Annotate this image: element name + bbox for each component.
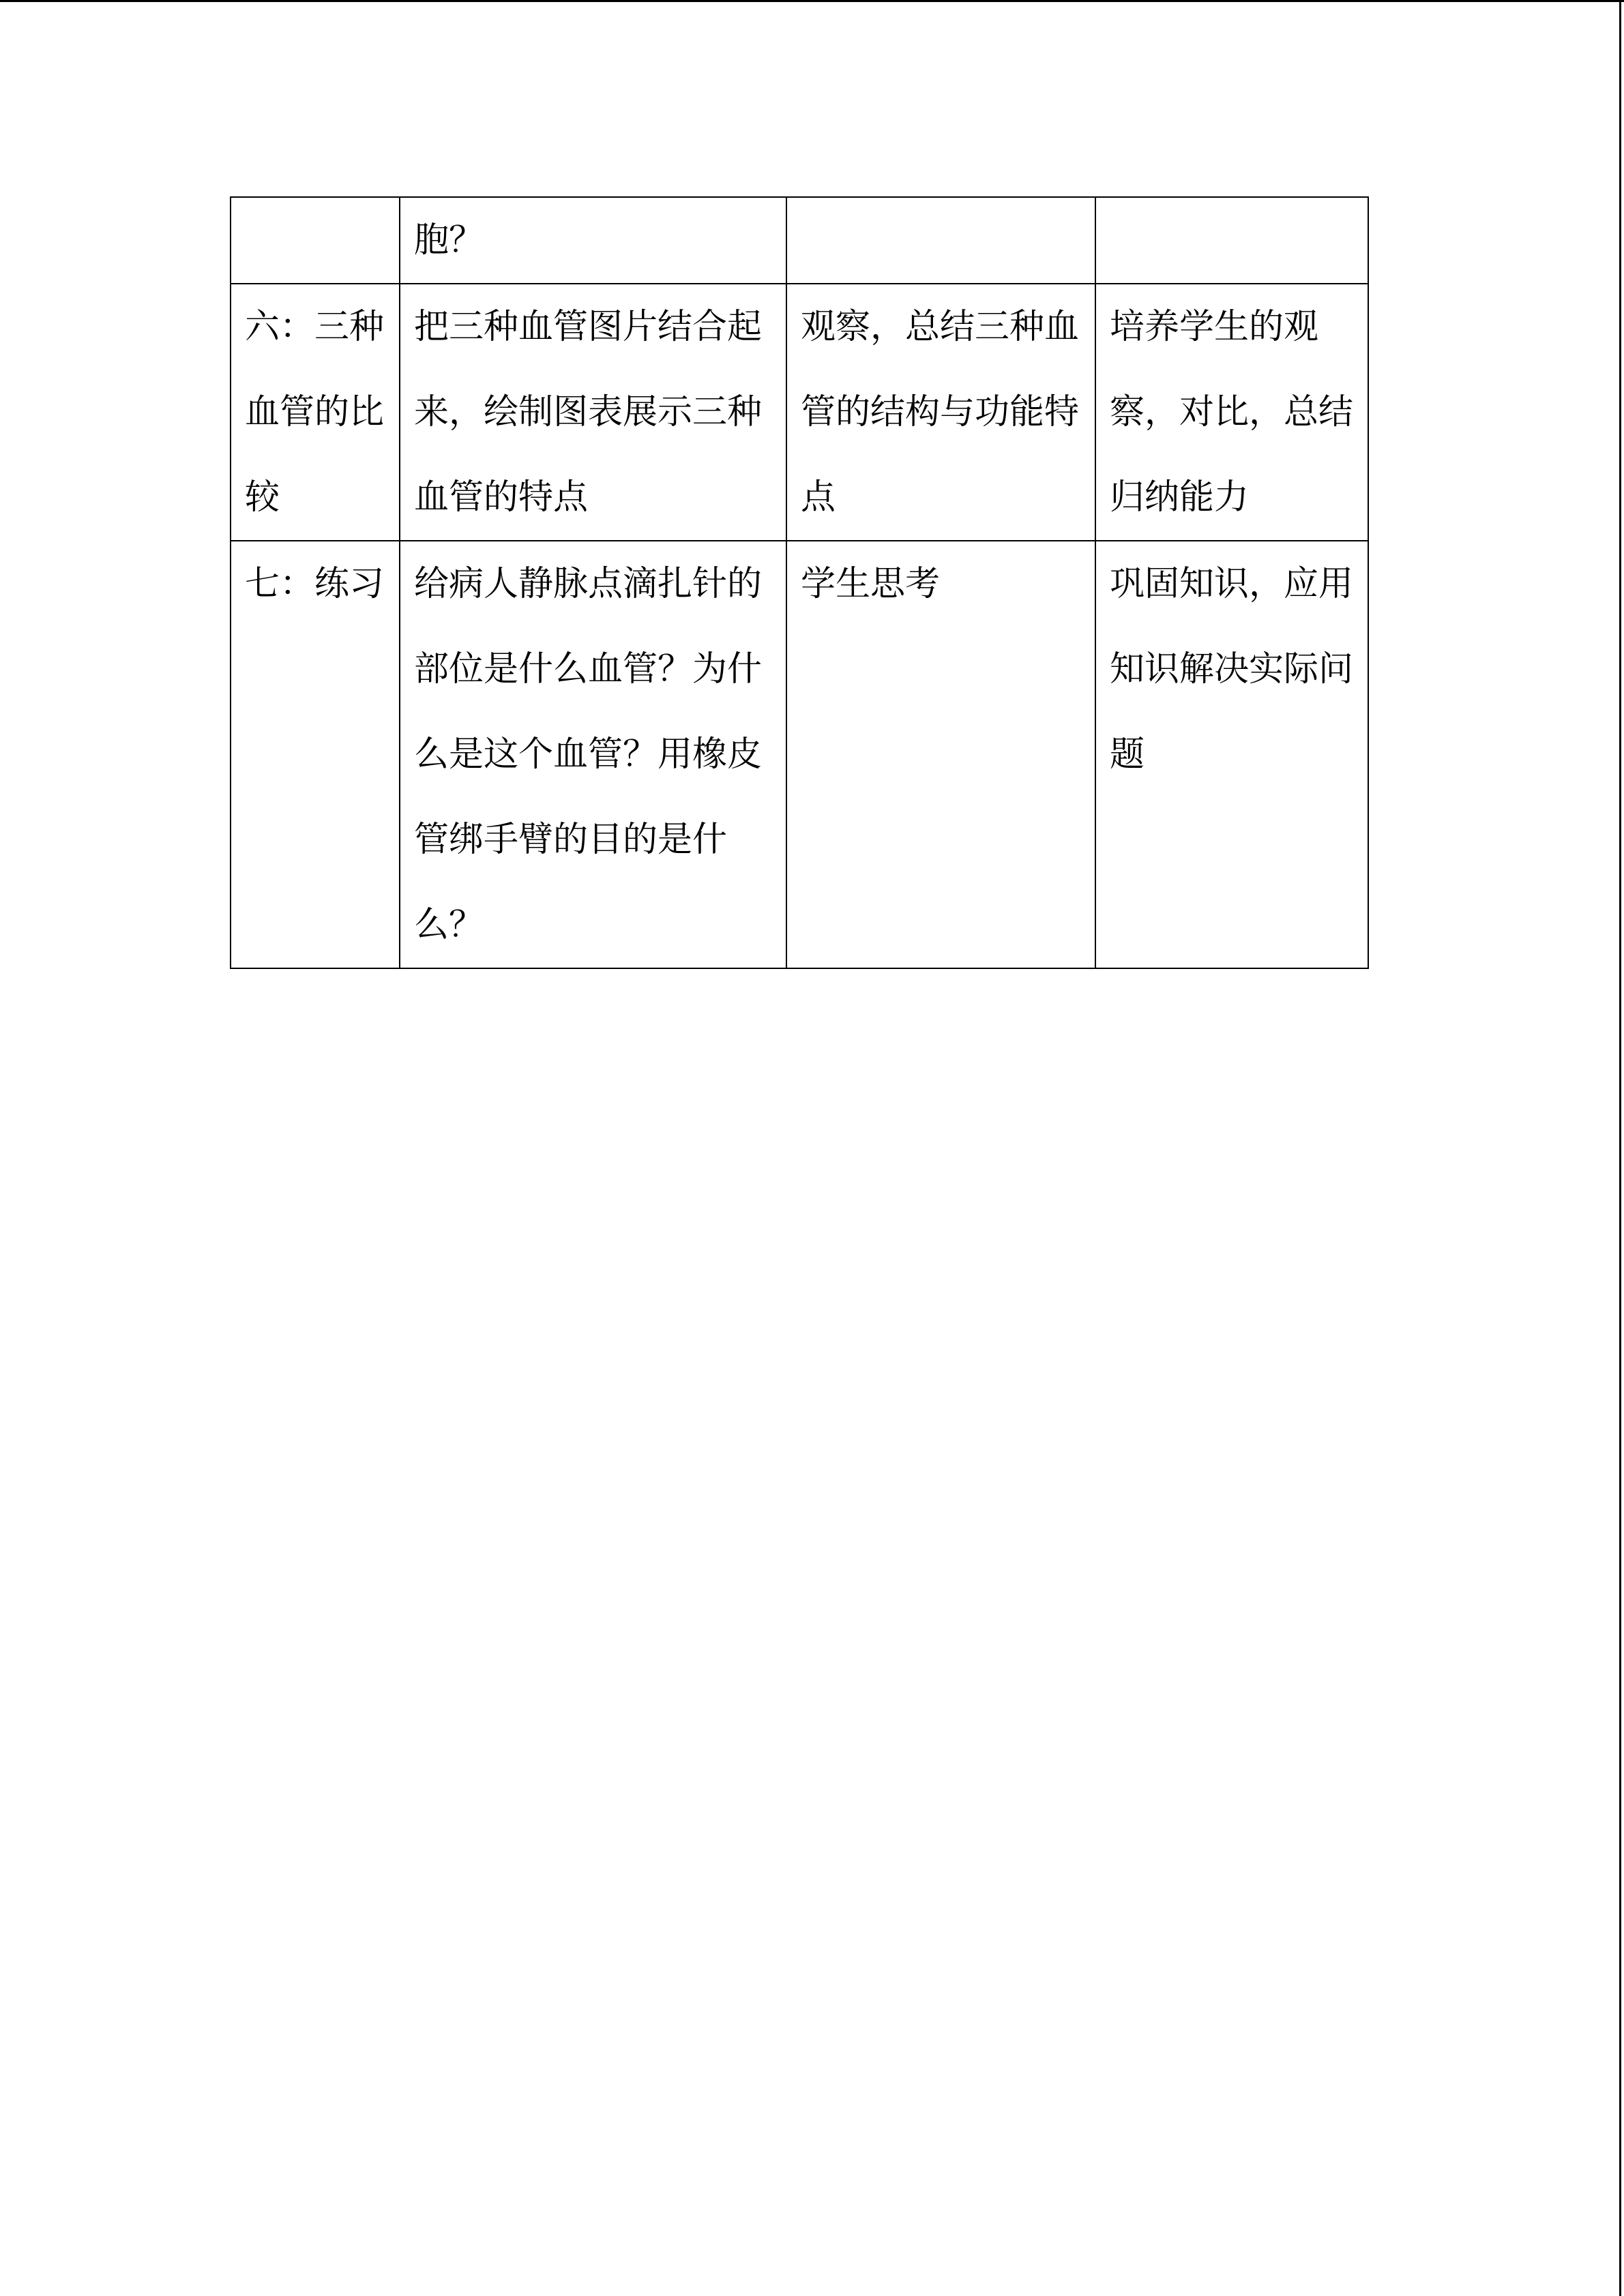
design-purpose-text: 巩固知识，应用知识解决实际问题 [1110, 564, 1354, 775]
stage-cell [231, 541, 400, 968]
design-purpose-text: 培养学生的观察，对比，总结归纳能力 [1110, 307, 1354, 518]
teacher-activity-text: 把三种血管图片结合起来，绘制图表展示三种血管的特点 [414, 307, 763, 518]
design-purpose-cell [1095, 541, 1368, 968]
design-purpose-cell [1095, 197, 1368, 284]
table-row [231, 541, 1368, 968]
teacher-activity-cell [400, 197, 786, 284]
table-row [231, 284, 1368, 541]
design-purpose-cell [1095, 284, 1368, 541]
page-top-border [0, 0, 1624, 2]
stage-cell [231, 284, 400, 541]
page-right-border [1619, 0, 1621, 2296]
table-row [231, 197, 1368, 284]
student-activity-cell [786, 284, 1095, 541]
student-activity-cell [786, 197, 1095, 284]
student-activity-text: 观察，总结三种血管的结构与功能特点 [801, 307, 1080, 518]
stage-cell [231, 197, 400, 284]
teacher-activity-text: 给病人静脉点滴扎针的部位是什么血管？为什么是这个血管？用橡皮管绑手臂的目的是什么？ [414, 564, 763, 945]
student-activity-cell [786, 541, 1095, 968]
stage-text: 七：练习 [245, 564, 385, 604]
teacher-activity-text: 胞？ [414, 220, 484, 260]
teacher-activity-cell [400, 541, 786, 968]
teacher-activity-cell [400, 284, 786, 541]
student-activity-text: 学生思考 [801, 564, 941, 604]
lesson-plan-table [230, 196, 1369, 969]
stage-text: 六：三种血管的比较 [245, 307, 385, 518]
